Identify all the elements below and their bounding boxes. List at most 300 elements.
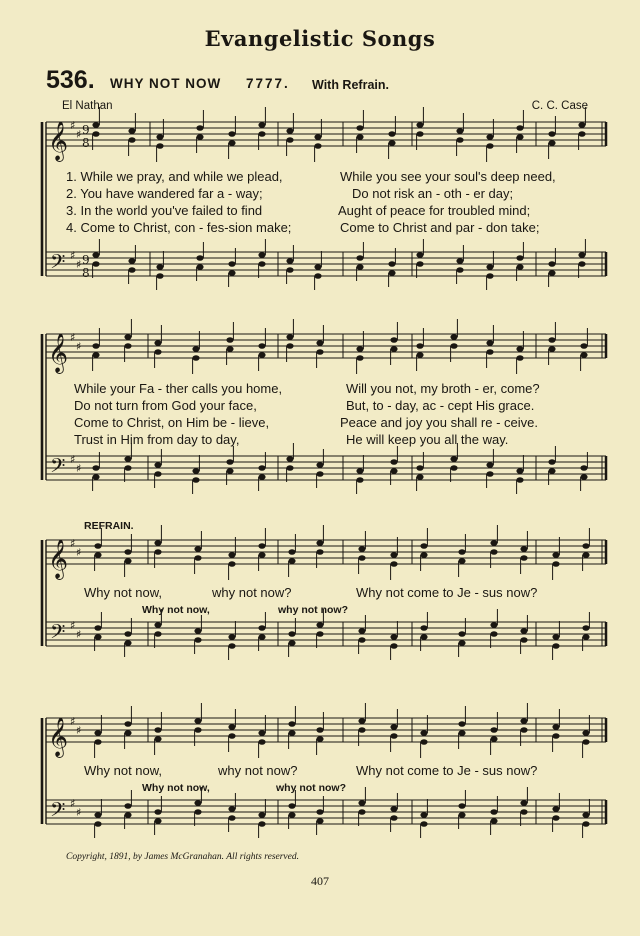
notehead (456, 258, 463, 264)
notehead (580, 352, 587, 358)
notehead (92, 343, 99, 349)
notehead (516, 346, 523, 352)
notehead (356, 125, 363, 131)
notehead (154, 540, 161, 546)
sharp-icon: ♯ (70, 619, 76, 632)
notehead (258, 122, 265, 128)
notehead (128, 258, 135, 264)
notehead (420, 821, 427, 827)
notehead (286, 456, 293, 462)
sharp-icon: ♯ (76, 462, 82, 475)
notehead (124, 343, 131, 349)
notehead (520, 637, 527, 643)
verse-3-line-c: Come to Christ, on Him be - lieve, (74, 415, 270, 430)
notehead (450, 334, 457, 340)
notehead (516, 125, 523, 131)
notehead (390, 552, 397, 558)
hymn-number: 536. (46, 66, 95, 94)
refrain-note: With Refrain. (312, 78, 389, 92)
notehead (416, 465, 423, 471)
notehead (154, 818, 161, 824)
refrain-2-echo-b: why not now? (276, 782, 346, 794)
notehead (228, 140, 235, 146)
notehead (552, 733, 559, 739)
notehead (154, 727, 161, 733)
notehead (258, 552, 265, 558)
notehead (456, 137, 463, 143)
notehead (286, 343, 293, 349)
verse-1-line-b: While you see your soul's deep need, (340, 169, 556, 184)
notehead (552, 643, 559, 649)
notehead (490, 540, 497, 546)
refrain-1-lyric-c: Why not come to Je - sus now? (356, 585, 538, 600)
notehead (450, 456, 457, 462)
notehead (582, 821, 589, 827)
notehead (548, 468, 555, 474)
notehead (416, 474, 423, 480)
notehead (390, 459, 397, 465)
notehead (316, 549, 323, 555)
time-signature-numerator: 9 (82, 123, 90, 137)
notehead (388, 261, 395, 267)
notehead (124, 721, 131, 727)
notehead (486, 471, 493, 477)
notehead (578, 131, 585, 137)
notehead (228, 643, 235, 649)
notehead (288, 721, 295, 727)
refrain-1-echo-b: why not now? (278, 604, 348, 616)
notehead (228, 261, 235, 267)
notehead (416, 252, 423, 258)
notehead (548, 140, 555, 146)
notehead (228, 552, 235, 558)
notehead (420, 730, 427, 736)
notehead (390, 733, 397, 739)
notehead (228, 634, 235, 640)
notehead (578, 122, 585, 128)
notehead (490, 818, 497, 824)
notehead (552, 634, 559, 640)
notehead (314, 143, 321, 149)
notehead (390, 806, 397, 812)
notehead (582, 730, 589, 736)
sharp-icon: ♯ (70, 249, 76, 262)
sharp-icon: ♯ (70, 453, 76, 466)
notehead (124, 812, 131, 818)
notehead (192, 355, 199, 361)
notehead (358, 555, 365, 561)
notehead (194, 637, 201, 643)
notehead (548, 261, 555, 267)
notehead (226, 459, 233, 465)
sharp-icon: ♯ (70, 797, 76, 810)
notehead (124, 730, 131, 736)
notehead (192, 468, 199, 474)
notehead (316, 818, 323, 824)
treble-clef-icon: 𝄞 (48, 333, 69, 373)
notehead (124, 465, 131, 471)
notehead (194, 809, 201, 815)
refrain-2-lyric-b: why not now? (218, 763, 298, 778)
verse-4-line-b: Come to Christ and par - don take; (340, 220, 540, 235)
refrain-1-lyric-b: why not now? (212, 585, 292, 600)
notehead (258, 730, 265, 736)
notehead (154, 809, 161, 815)
notehead (154, 549, 161, 555)
notehead (286, 137, 293, 143)
notehead (358, 628, 365, 634)
notehead (316, 540, 323, 546)
notehead (288, 803, 295, 809)
notehead (486, 349, 493, 355)
notehead (316, 622, 323, 628)
notehead (390, 724, 397, 730)
lyricist-credit: El Nathan (62, 100, 113, 112)
notehead (516, 477, 523, 483)
notehead (548, 459, 555, 465)
notehead (578, 252, 585, 258)
notehead (288, 812, 295, 818)
notehead (316, 340, 323, 346)
notehead (258, 131, 265, 137)
notehead (416, 122, 423, 128)
notehead (582, 552, 589, 558)
sharp-icon: ♯ (76, 258, 82, 271)
notehead (258, 261, 265, 267)
notehead (154, 736, 161, 742)
sharp-icon: ♯ (76, 628, 82, 641)
notehead (258, 343, 265, 349)
notehead (520, 546, 527, 552)
sharp-icon: ♯ (76, 724, 82, 737)
notehead (258, 812, 265, 818)
notehead (390, 634, 397, 640)
notehead (490, 631, 497, 637)
notehead (288, 640, 295, 646)
notehead (520, 718, 527, 724)
verse-1-line-a: 1. While we pray, and while we plead, (66, 169, 283, 184)
notehead (156, 143, 163, 149)
notehead (154, 471, 161, 477)
notehead (314, 264, 321, 270)
verse-2-line-d: But, to - day, ac - cept His grace. (346, 398, 535, 413)
notehead (552, 724, 559, 730)
notehead (486, 134, 493, 140)
notehead (486, 273, 493, 279)
notehead (582, 543, 589, 549)
notehead (316, 809, 323, 815)
notehead (390, 643, 397, 649)
notehead (552, 561, 559, 567)
refrain-2-lyric-c: Why not come to Je - sus now? (356, 763, 538, 778)
verse-4-line-a: 4. Come to Christ, con - fes-sion make; (66, 220, 292, 235)
notehead (194, 555, 201, 561)
notehead (356, 255, 363, 261)
page-header: Evangelistic Songs (204, 26, 436, 51)
notehead (94, 821, 101, 827)
notehead (416, 261, 423, 267)
sharp-icon: ♯ (76, 340, 82, 353)
verse-4-line-d: He will keep you all the way. (346, 432, 509, 447)
notehead (356, 477, 363, 483)
notehead (92, 352, 99, 358)
notehead (358, 800, 365, 806)
notehead (128, 267, 135, 273)
notehead (288, 730, 295, 736)
hymn-meter: 7777. (246, 76, 290, 91)
refrain-1-lyric-a: Why not now, (84, 585, 163, 600)
notehead (156, 264, 163, 270)
notehead (456, 267, 463, 273)
sharp-icon: ♯ (76, 806, 82, 819)
notehead (94, 812, 101, 818)
notehead (196, 264, 203, 270)
notehead (458, 631, 465, 637)
notehead (358, 718, 365, 724)
notehead (314, 134, 321, 140)
treble-clef-icon: 𝄞 (48, 539, 69, 579)
refrain-1-echo-a: Why not now, (142, 604, 210, 616)
notehead (196, 255, 203, 261)
notehead (356, 468, 363, 474)
notehead (548, 346, 555, 352)
verse-3-line-b: Aught of peace for troubled mind; (338, 203, 531, 218)
notehead (124, 631, 131, 637)
sharp-icon: ♯ (70, 331, 76, 344)
notehead (580, 343, 587, 349)
notehead (258, 352, 265, 358)
notehead (450, 343, 457, 349)
notehead (258, 739, 265, 745)
time-signature-numerator: 9 (82, 253, 90, 267)
notehead (192, 477, 199, 483)
notehead (520, 555, 527, 561)
notehead (548, 337, 555, 343)
verse-1-line-d: Will you not, my broth - er, come? (346, 381, 540, 396)
notehead (124, 334, 131, 340)
notehead (92, 261, 99, 267)
notehead (124, 640, 131, 646)
notehead (258, 634, 265, 640)
notehead (196, 134, 203, 140)
notehead (358, 809, 365, 815)
notehead (316, 727, 323, 733)
notehead (416, 352, 423, 358)
notehead (192, 346, 199, 352)
notehead (420, 812, 427, 818)
bass-clef-icon: 𝄢 (50, 454, 66, 482)
notehead (420, 634, 427, 640)
notehead (420, 625, 427, 631)
notehead (128, 137, 135, 143)
notehead (94, 739, 101, 745)
notehead (316, 631, 323, 637)
notehead (416, 343, 423, 349)
treble-clef-icon: 𝄞 (48, 717, 69, 757)
notehead (580, 465, 587, 471)
notehead (450, 465, 457, 471)
notehead (154, 340, 161, 346)
notehead (578, 261, 585, 267)
notehead (258, 465, 265, 471)
notehead (490, 809, 497, 815)
notehead (92, 252, 99, 258)
notehead (94, 552, 101, 558)
notehead (356, 264, 363, 270)
notehead (388, 270, 395, 276)
hymn-title: WHY NOT NOW (110, 76, 222, 91)
notehead (316, 462, 323, 468)
notehead (520, 628, 527, 634)
notehead (194, 727, 201, 733)
notehead (356, 134, 363, 140)
notehead (316, 736, 323, 742)
notehead (194, 628, 201, 634)
notehead (458, 721, 465, 727)
notehead (314, 273, 321, 279)
sharp-icon: ♯ (70, 715, 76, 728)
notehead (520, 727, 527, 733)
notehead (124, 456, 131, 462)
notehead (156, 134, 163, 140)
time-signature-denominator: 8 (82, 136, 90, 150)
notehead (516, 468, 523, 474)
notehead (92, 122, 99, 128)
notehead (228, 724, 235, 730)
notehead (548, 131, 555, 137)
notehead (552, 806, 559, 812)
notehead (228, 815, 235, 821)
notehead (516, 255, 523, 261)
notehead (486, 143, 493, 149)
notehead (580, 474, 587, 480)
notehead (228, 561, 235, 567)
notehead (124, 803, 131, 809)
notehead (516, 264, 523, 270)
notehead (316, 349, 323, 355)
notehead (582, 739, 589, 745)
notehead (288, 549, 295, 555)
copyright-notice: Copyright, 1891, by James McGranahan. All rights reserved. (66, 852, 299, 862)
notehead (458, 640, 465, 646)
notehead (420, 552, 427, 558)
bass-clef-icon: 𝄢 (50, 798, 66, 826)
notehead (458, 558, 465, 564)
sharp-icon: ♯ (70, 537, 76, 550)
notehead (194, 546, 201, 552)
refrain-label: REFRAIN. (84, 520, 134, 532)
notehead (194, 800, 201, 806)
notehead (416, 131, 423, 137)
notehead (154, 462, 161, 468)
time-signature-denominator: 8 (82, 266, 90, 280)
notehead (156, 273, 163, 279)
notehead (194, 718, 201, 724)
notehead (92, 474, 99, 480)
verse-4-line-c: Trust in Him from day to day, (74, 432, 240, 447)
notehead (458, 730, 465, 736)
notehead (286, 267, 293, 273)
notehead (286, 465, 293, 471)
sharp-icon: ♯ (76, 546, 82, 559)
notehead (458, 803, 465, 809)
notehead (92, 131, 99, 137)
refrain-2-echo-a: Why not now, (142, 782, 210, 794)
notehead (228, 806, 235, 812)
notehead (582, 625, 589, 631)
notehead (390, 468, 397, 474)
notehead (388, 131, 395, 137)
treble-clef-icon: 𝄞 (48, 121, 69, 161)
notehead (154, 349, 161, 355)
notehead (552, 552, 559, 558)
notehead (94, 634, 101, 640)
notehead (516, 134, 523, 140)
notehead (458, 549, 465, 555)
notehead (154, 631, 161, 637)
notehead (94, 730, 101, 736)
notehead (258, 252, 265, 258)
bass-clef-icon: 𝄢 (50, 250, 66, 278)
verse-3-line-d: Peace and joy you shall re - ceive. (340, 415, 538, 430)
notehead (486, 462, 493, 468)
notehead (228, 131, 235, 137)
notehead (124, 558, 131, 564)
notehead (552, 815, 559, 821)
sharp-icon: ♯ (76, 128, 82, 141)
notehead (456, 128, 463, 134)
notehead (490, 622, 497, 628)
notehead (226, 337, 233, 343)
notehead (196, 125, 203, 131)
notehead (258, 625, 265, 631)
notehead (520, 800, 527, 806)
notehead (490, 736, 497, 742)
verse-1-line-c: While your Fa - ther calls you home, (74, 381, 283, 396)
notehead (390, 337, 397, 343)
refrain-2-lyric-a: Why not now, (84, 763, 163, 778)
notehead (388, 140, 395, 146)
notehead (258, 821, 265, 827)
notehead (548, 270, 555, 276)
verse-3-line-a: 3. In the world you've failed to find (66, 203, 263, 218)
notehead (356, 346, 363, 352)
notehead (258, 474, 265, 480)
notehead (490, 549, 497, 555)
notehead (286, 258, 293, 264)
notehead (582, 812, 589, 818)
page-number: 407 (311, 874, 329, 888)
notehead (390, 346, 397, 352)
notehead (226, 468, 233, 474)
notehead (420, 739, 427, 745)
sharp-icon: ♯ (70, 119, 76, 132)
notehead (390, 561, 397, 567)
notehead (490, 727, 497, 733)
notehead (356, 355, 363, 361)
notehead (258, 543, 265, 549)
notehead (358, 546, 365, 552)
notehead (358, 727, 365, 733)
notehead (228, 733, 235, 739)
notehead (226, 346, 233, 352)
notehead (420, 543, 427, 549)
notehead (124, 549, 131, 555)
verse-2-line-b: Do not risk an - oth - er day; (352, 186, 514, 201)
notehead (228, 270, 235, 276)
verse-2-line-c: Do not turn from God your face, (74, 398, 257, 413)
notehead (458, 812, 465, 818)
